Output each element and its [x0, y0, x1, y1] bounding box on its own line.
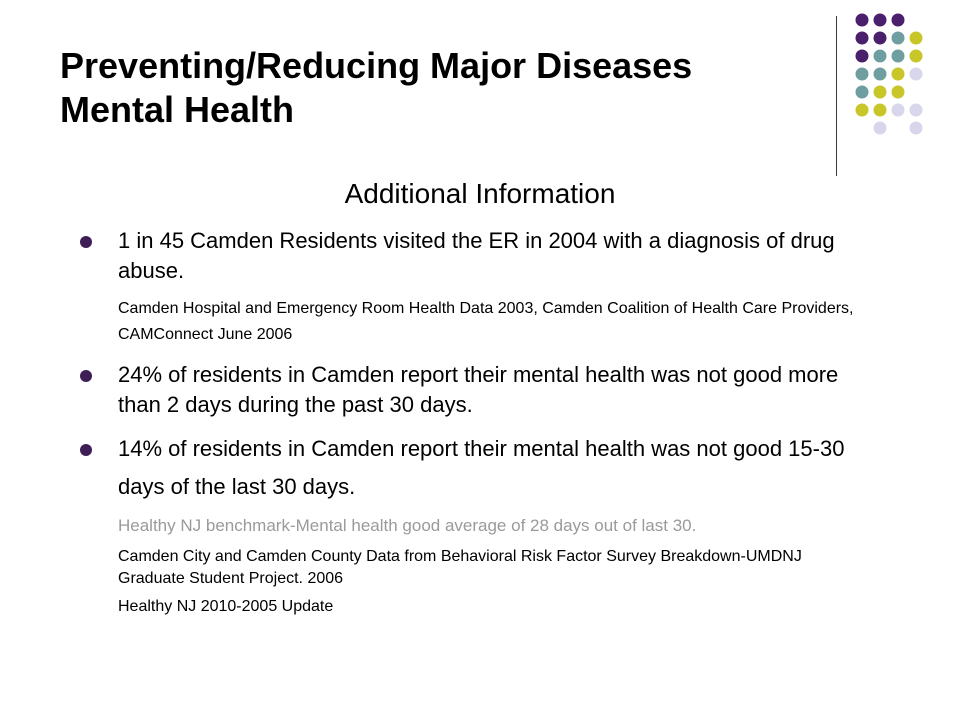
decorative-dot	[892, 32, 905, 45]
decorative-dot	[892, 86, 905, 99]
bullet-dot-icon	[80, 444, 92, 456]
title-line-1: Preventing/Reducing Major Diseases	[60, 45, 693, 86]
decorative-dot	[910, 68, 923, 81]
bullet-item	[80, 360, 860, 420]
decorative-dot	[910, 50, 923, 63]
decorative-dot	[910, 122, 923, 135]
bullet-dot-icon	[80, 236, 92, 248]
decorative-dot	[874, 50, 887, 63]
decorative-dot	[856, 68, 869, 81]
decorative-dot	[874, 104, 887, 117]
decorative-dot	[856, 14, 869, 27]
decorative-dot	[874, 14, 887, 27]
bullet-item	[80, 226, 860, 286]
bullet-dot-icon	[80, 370, 92, 382]
decorative-dot	[910, 32, 923, 45]
decorative-dot	[892, 50, 905, 63]
decorative-dot	[856, 86, 869, 99]
bullet-text: 24% of residents in Camden report their mental health was not good more than 2 days during the past 30 days.	[118, 362, 839, 417]
content-body	[80, 226, 860, 618]
decorative-dot	[856, 32, 869, 45]
decorative-dot	[856, 104, 869, 117]
benchmark-note: Healthy NJ benchmark-Mental health good average of 28 days out of last 30.	[118, 516, 697, 535]
subtitle: Additional Information	[344, 178, 616, 209]
bullet-text: 1 in 45 Camden Residents visited the ER in 2004 with a diagnosis of drug abuse.	[118, 228, 835, 283]
title-line-2: Mental Health	[60, 89, 295, 130]
decorative-dot	[874, 32, 887, 45]
source-note: Healthy NJ 2010-2005 Update	[118, 598, 334, 615]
decorative-dot	[910, 104, 923, 117]
decorative-dot	[856, 50, 869, 63]
source-note: Camden Hospital and Emergency Room Health Data 2003, Camden Coalition of Health Care Providers, CAMConnect June 2006	[118, 300, 854, 343]
decorative-dot	[874, 122, 887, 135]
decorative-dot-grid	[0, 0, 960, 200]
source-note: Camden City and Camden County Data from Behavioral Risk Factor Survey Breakdown-UMDNJ Graduate Student Project. 2006	[118, 548, 802, 587]
bullet-text: 14% of residents in Camden report their mental health was not good 15-30 days of the last 30 days.	[118, 436, 845, 499]
decorative-dot	[874, 86, 887, 99]
bullet-item	[80, 430, 860, 506]
decorative-dot	[874, 68, 887, 81]
decorative-dot	[892, 14, 905, 27]
decorative-dot	[892, 68, 905, 81]
decorative-dot	[892, 104, 905, 117]
